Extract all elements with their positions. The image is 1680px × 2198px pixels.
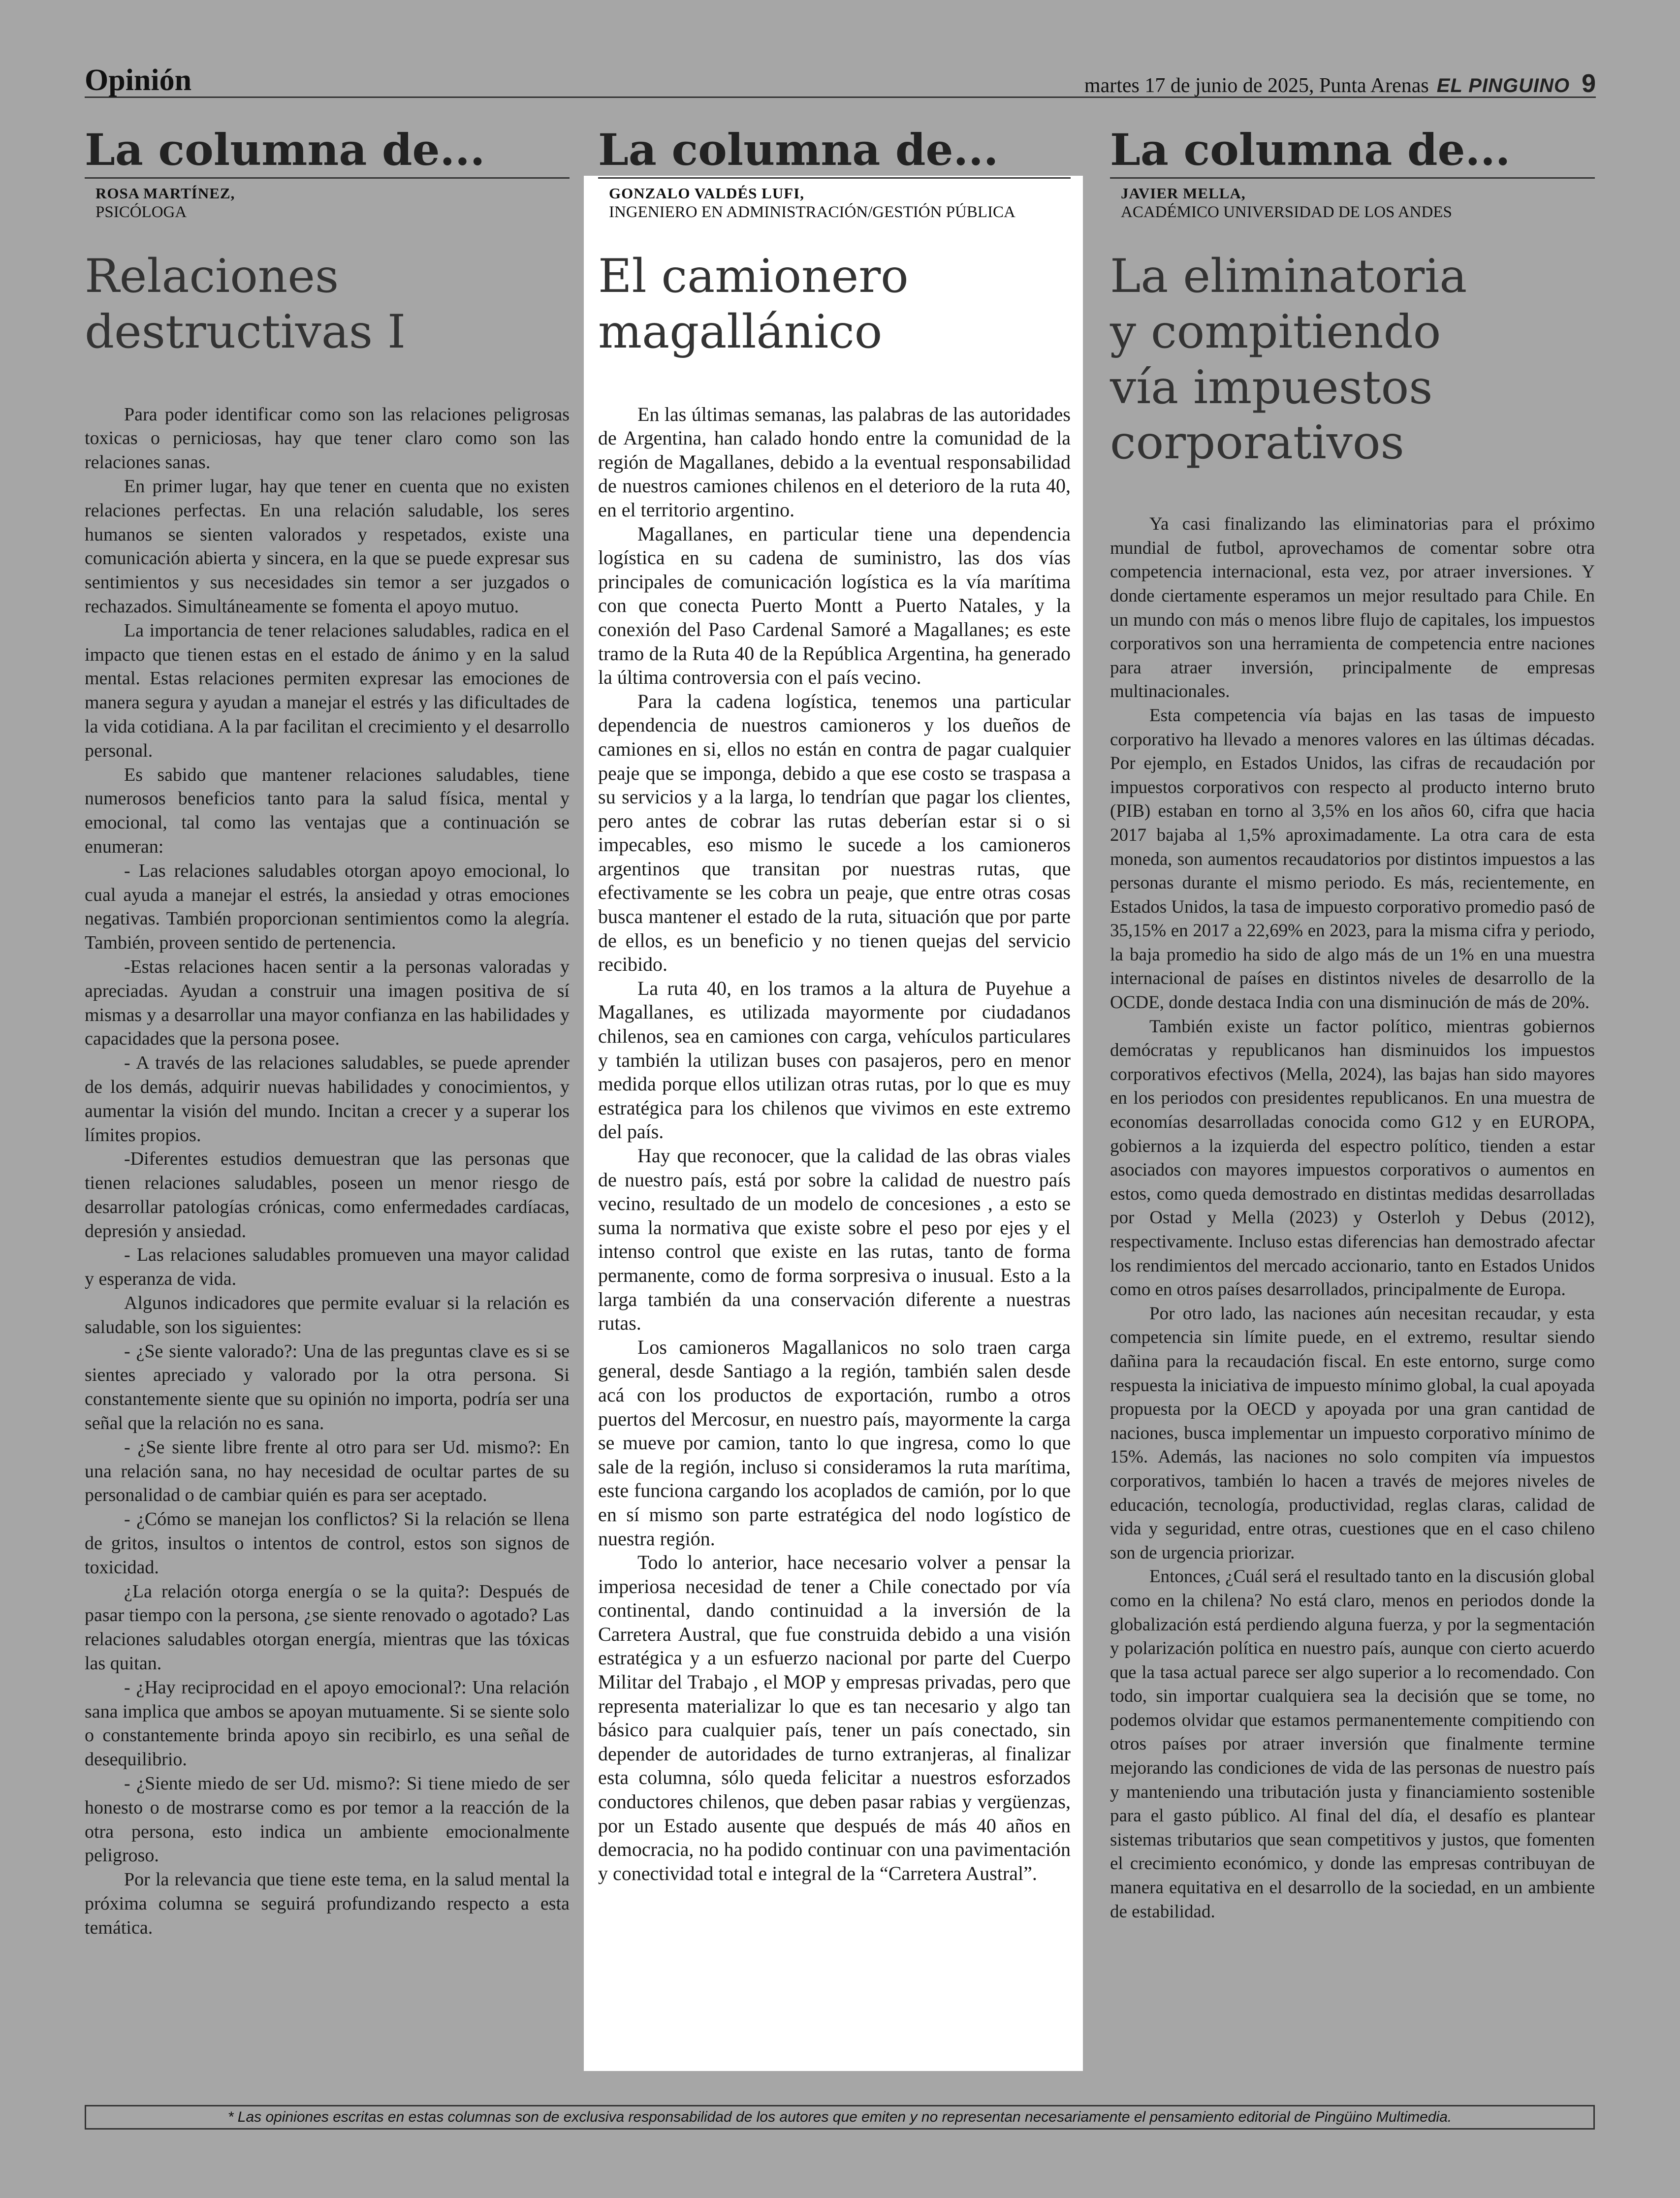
column-rosa-martinez — [85, 124, 570, 1940]
paragraph: La ruta 40, en los tramos a la altura de Puyehue a Magallanes, es utilizada mayormente por ciudadanos chilenos, sea en camiones con carga, vehículos particulares y también la utilizan buses con pasajeros, pero en menor medida porque ellos utilizan otras rutas, por lo que es muy estratégica para los chilenos que vivimos en este extremo del país. — [598, 977, 1071, 1143]
disclaimer-text: * Las opiniones escritas en estas columnas son de exclusiva responsabilidad de los autores que emiten y no representan necesariamente el pensamiento editorial de Pingüino Multimedia. — [227, 2109, 1452, 2125]
paragraph: Por otro lado, las naciones aún necesitan recaudar, y esta competencia sin límite puede, en el extremo, resultar siendo dañina para la recaudación fiscal. En este entorno, surge como respuesta la iniciativa de impuesto mínimo global, la cual apoyada propuesta por la OECD y apoyada por una gran cantidad de naciones, busca implementar un impuesto corporativo mínimo de 15%. Además, las naciones no solo compiten vía impuestos corporativos, también lo hacen a través de mejores niveles de educación, tecnología, productividad, reglas claras, calidad de vida y seguridad, entre otras, cuestiones que en el caso chileno son de urgencia priorizar. — [1110, 1303, 1595, 1563]
article-headline — [1110, 249, 1595, 471]
author-name: JAVIER MELLA, — [1121, 185, 1246, 202]
headline-line: destructivas I — [85, 305, 406, 359]
paragraph: - Las relaciones saludables promueven una mayor calidad y esperanza de vida. — [85, 1244, 570, 1290]
headline-line: corporativos — [1110, 416, 1404, 470]
section-label: Opinión — [85, 64, 192, 97]
paragraph: Por la relevancia que tiene este tema, en la salud mental la próxima columna se seguirá profundizando respecto a esta temática. — [85, 1869, 570, 1938]
column-gonzalo-valdes — [598, 124, 1071, 1885]
paragraph: Entonces, ¿Cuál será el resultado tanto en la discusión global como en la chilena? No está claro, menos en periodos donde la globalización está perdiendo alguna fuerza, y por la segmentación y polarización política en nuestro país, aunque con cierto acuerdo que la tasa actual parece ser algo superior a lo recomendado. Con todo, sin importar cualquiera sea la decisión que se tome, no podemos olvidar que estamos permanentemente compitiendo con otros países por atraer inversión que finalmente termine mejorando las condiciones de vida de las personas de nuestro país y manteniendo una tributación justa y financiamiento sostenible para el gasto público. Al final del día, el desafío es plantear sistemas tributarios que sean competitivos y justos, que fomenten el crecimiento económico, y donde las empresas contribuyan de manera equitativa en el desarrollo de la sociedad, en un ambiente de estabilidad. — [1110, 1566, 1595, 1922]
article-body — [85, 403, 570, 1940]
headline-line: Relaciones — [85, 250, 339, 303]
author-role: INGENIERO EN ADMINISTRACIÓN/GESTIÓN PÚBLICA — [609, 203, 1015, 221]
editorial-disclaimer — [85, 2105, 1595, 2130]
headline-line: La eliminatoria — [1110, 250, 1467, 303]
article-body — [1110, 512, 1595, 1924]
headline-line: El camionero — [598, 250, 909, 303]
paragraph: En primer lugar, hay que tener en cuenta que no existen relaciones perfectas. En una relación saludable, los seres humanos se sienten valorados y respetados, existe una comunicación abierta y sincera, en la que se puede expresar sus sentimientos y sus necesidades sin temor a ser juzgados o rechazados. Simultáneamente se fomenta el apoyo mutuo. — [85, 476, 570, 617]
paragraph: Los camioneros Magallanicos no solo traen carga general, desde Santiago a la región, también salen desde acá con los productos de exportación, rumbo a otros puertos del Mercosur, en nuestro país, mayormente la carga se mueve por camion, tanto lo que ingresa, como lo que sale de la región, incluso si consideramos la ruta marítima, este funciona cargando los acoplados de camión, por lo que en sí mismo son parte estratégica del nodo logístico de nuestra región. — [598, 1336, 1071, 1550]
page-number: 9 — [1582, 69, 1596, 98]
paragraph: -Diferentes estudios demuestran que las personas que tienen relaciones saludables, poseen un menor riesgo de desarrollar patologías crónicas, como enfermedades cardíacas, depresión y ansiedad. — [85, 1148, 570, 1242]
paragraph: Algunos indicadores que permite evaluar si la relación es saludable, son los siguientes: — [85, 1293, 570, 1338]
article-headline — [598, 249, 1071, 360]
paragraph: - ¿Siente miedo de ser Ud. mismo?: Si tiene miedo de ser honesto o de mostrarse como es por temor a la reacción de la otra persona, esto indica un ambiente emocionalmente peligroso. — [85, 1773, 570, 1866]
column-kicker: La columna de... — [85, 128, 570, 179]
author-role: ACADÉMICO UNIVERSIDAD DE LOS ANDES — [1121, 203, 1452, 221]
author-name: GONZALO VALDÉS LUFI, — [609, 185, 804, 202]
paragraph: Hay que reconocer, que la calidad de las obras viales de nuestro país, está por sobre la calidad de nuestro país vecino, resultado de un modelo de concesiones , a esto se suma la normativa que existe sobre el peso por ejes y el intenso control que existe en las rutas, tanto de forma permanente, como de forma sorpresiva o inusual. Esto a la larga también da una conservación diferente a nuestras rutas. — [598, 1145, 1071, 1335]
column-kicker: La columna de... — [598, 128, 1071, 179]
paragraph: - ¿Cómo se manejan los conflictos? Si la relación se llena de gritos, insultos o intentos de control, estos son signos de toxicidad. — [85, 1509, 570, 1578]
article-headline — [85, 249, 570, 360]
column-javier-mella — [1110, 124, 1595, 1924]
paragraph: - ¿Se siente libre frente al otro para ser Ud. mismo?: En una relación sana, no hay necesidad de ocultar partes de su personalidad o de cambiar quién es para ser aceptado. — [85, 1436, 570, 1506]
dateline — [1084, 69, 1596, 98]
paragraph: Ya casi finalizando las eliminatorias para el próximo mundial de futbol, aprovechamos de comentar sobre otra competencia internacional, esta vez, por atraer inversiones. Y donde ciertamente esperamos un mejor resultado para Chile. En un mundo con más o menos libre flujo de capitales, los impuestos corporativos son una herramienta de competencia entre naciones para atraer inversión, principalmente de empresas multinacionales. — [1110, 514, 1595, 702]
paragraph: Magallanes, en particular tiene una dependencia logística en su cadena de suministro, las dos vías principales de comunicación logística es la vía marítima con que conecta Puerto Montt a Puerto Natales, y la conexión del Paso Cardenal Samoré a Magallanes; es este tramo de la Ruta 40 de la República Argentina, ha generado la última controversia con el país vecino. — [598, 522, 1071, 689]
paragraph: También existe un factor político, mientras gobiernos demócratas y republicanos han disminuidos los impuestos corporativos efectivos (Mella, 2024), las bajas han sido mayores en los periodos con presidentes republicanos. En una muestra de economías desarrolladas conocida como G12 y en EUROPA, gobiernos a la izquierda del espectro político, tienden a estar asociados con mayores impuestos corporativos o aumentos en estos, como queda demostrado en distintas medidas desarrolladas por Ostad y Mella (2023) y Osterloh y Debus (2012), respectivamente. Incluso estas diferencias han demostrado afectar los rendimientos del mercado accionario, tanto en Estados Unidos como en otros países desarrollados, principalmente de Europa. — [1110, 1016, 1595, 1300]
article-body — [598, 403, 1071, 1886]
paragraph: ¿La relación otorga energía o se la quita?: Después de pasar tiempo con la persona, ¿se siente renovado o agotado? Las relaciones saludables otorgan energía, mientras que las tóxicas las quitan. — [85, 1581, 570, 1674]
paragraph: Para la cadena logística, tenemos una particular dependencia de nuestros camioneros y los dueños de camiones en si, ellos no están en contra de pagar cualquier peaje que se imponga, debido a que ese costo se traspasa a su servicios y a la larga, lo tendrían que pagar los clientes, pero antes de cobrar las rutas deberían estar si o si impecables, eso mismo le sucede a los camioneros argentinos que transitan por nuestras rutas, que efectivamente se les cobra un peaje, que entre otras cosas busca mantener el estado de la ruta, situación que por parte de ellos, es un beneficio y no tienen quejas del servicio recibido. — [598, 690, 1071, 976]
paragraph: Todo lo anterior, hace necesario volver a pensar la imperiosa necesidad de tener a Chile conectado por vía continental, dando continuidad a la inversión de la Carretera Austral, que fue construida debido a una visión estratégica y a un esfuerzo nacional por parte del Cuerpo Militar del Trabajo , el MOP y empresas privadas, pero que representa materializar lo que es tan necesario y algo tan básico para cualquier país, tener un país conectado, sin depender de autoridades de turno extranjeras, al finalizar esta columna, sólo queda felicitar a nuestros esforzados conductores chilenos, que deben pasar rabias y vergüenzas, por un Estado ausente que después de más 40 años en democracia, no ha podido continuar con una pavimentación y conectividad total e integral de la “Carretera Austral”. — [598, 1551, 1071, 1884]
paragraph: - ¿Se siente valorado?: Una de las preguntas clave es si se sientes apreciado y valorado por la otra persona. Si constantemente siente que su opinión no importa, podría ser una señal que la relación no es sana. — [85, 1340, 570, 1434]
paragraph: - ¿Hay reciprocidad en el apoyo emocional?: Una relación sana implica que ambos se apoyan mutuamente. Si se siente solo o constantemente brinda apoyo sin recibirlo, es una señal de desequilibrio. — [85, 1677, 570, 1770]
page-header — [85, 63, 1596, 98]
headline-line: vía impuestos — [1110, 360, 1433, 414]
paragraph: -Estas relaciones hacen sentir a la personas valoradas y apreciadas. Ayudan a construir una imagen positiva de sí mismas y a desarrollar una mayor confianza en las habilidades y capacidades que la persona posee. — [85, 956, 570, 1050]
paragraph: - Las relaciones saludables otorgan apoyo emocional, lo cual ayuda a manejar el estrés, la ansiedad y otras emociones negativas. También proporcionan sentimientos como la alegría. También, proveen sentido de pertenencia. — [85, 860, 570, 954]
paragraph: La importancia de tener relaciones saludables, radica en el impacto que tienen estas en el estado de ánimo y en la salud mental. Estas relaciones permiten expresar las emociones de manera segura y ayudan a manejar el estrés y las dificultades de la vida cotidiana. A la par facilitan el crecimiento y el desarrollo personal. — [85, 620, 570, 761]
paragraph: En las últimas semanas, las palabras de las autoridades de Argentina, han calado hondo entre la comunidad de la región de Magallanes, debido a la eventual responsabilidad de nuestros camiones chilenos en el deterioro de la ruta 40, en el territorio argentino. — [598, 403, 1071, 521]
headline-line: magallánico — [598, 305, 883, 359]
paragraph: - A través de las relaciones saludables, se puede aprender de los demás, adquirir nuevas habilidades y conocimientos, y aumentar la visión del mundo. Incitan a crecer y a superar los límites propios. — [85, 1052, 570, 1146]
newspaper-logo: EL PINGUINO — [1436, 75, 1570, 96]
author-name: ROSA MARTÍNEZ, — [95, 185, 235, 202]
paragraph: Para poder identificar como son las relaciones peligrosas toxicas o perniciosas, hay que tener claro como son las relaciones sanas. — [85, 404, 570, 473]
column-kicker: La columna de... — [1110, 128, 1595, 179]
author-role: PSICÓLOGA — [95, 203, 187, 221]
paragraph: Es sabido que mantener relaciones saludables, tiene numerosos beneficios tanto para la salud física, mental y emocional, tal como las ventajas que a continuación se enumeran: — [85, 764, 570, 857]
paragraph: Esta competencia vía bajas en las tasas de impuesto corporativo ha llevado a menores valores en las últimas décadas. Por ejemplo, en Estados Unidos, las cifras de recaudación por impuestos corporativos con respecto al producto interno bruto (PIB) estaban en torno al 3,5% en los años 60, cifra que hacia 2017 bajaba al 1,5% aproximadamente. La otra cara de esta moneda, son aumentos recaudatorios por distintos impuestos a las personas durante el mismo periodo. Es más, recientemente, en Estados Unidos, la tasa de impuesto corporativo promedio pasó de 35,15% en 2017 a 22,69% en 2023, para la misma cifra y periodo, la baja promedio ha sido de algo más de un 1% en una muestra internacional de países en distintos niveles de desarrollo de la OCDE, donde destaca India con una disminución de más de 20%. — [1110, 705, 1595, 1013]
issue-date: martes 17 de junio de 2025, Punta Arenas — [1084, 74, 1429, 97]
headline-line: y compitiendo — [1110, 305, 1441, 359]
